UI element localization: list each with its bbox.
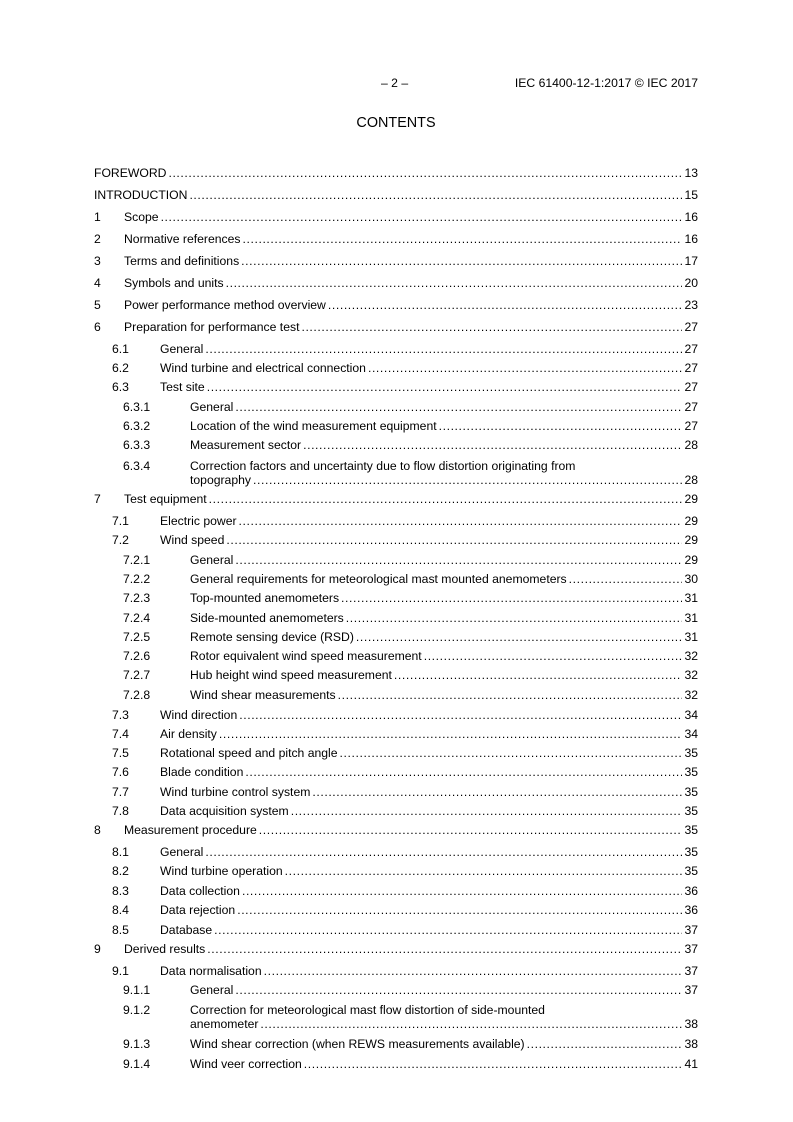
toc-entry-page: 37 [684, 923, 698, 937]
toc-entry-title: Wind shear correction (when REWS measurements available) [190, 1037, 525, 1051]
toc-entry-number: 9.1.1 [123, 983, 151, 997]
toc-entry[interactable] [94, 1037, 698, 1051]
toc-entry-title: Data rejection [160, 903, 236, 917]
toc-entry-number: 7.2 [112, 533, 129, 547]
toc-entry-page: 28 [684, 473, 698, 487]
toc-entry-page: 20 [684, 276, 698, 290]
toc-entry-title: General [160, 342, 204, 356]
toc-entry-title: Wind veer correction [190, 1057, 302, 1071]
toc-entry-page: 35 [684, 845, 698, 859]
toc-entry[interactable] [94, 188, 698, 202]
toc-entry-page: 29 [684, 492, 698, 506]
dot-leader [235, 553, 682, 567]
toc-entry-title: Measurement sector [190, 438, 302, 452]
toc-entry-title: Power performance method overview [124, 298, 326, 312]
toc-entry-page: 36 [684, 884, 698, 898]
toc-entry-title: Derived results [124, 942, 206, 956]
dot-leader [189, 188, 682, 202]
toc-entry-page: 13 [684, 166, 698, 180]
toc-entry[interactable] [94, 923, 698, 937]
toc-entry-title: Data collection [160, 884, 240, 898]
dot-leader [242, 884, 682, 898]
dot-leader [226, 533, 682, 547]
toc-entry-title-line1: Correction factors and uncertainty due to flow distortion originating from [190, 459, 576, 473]
dot-leader [207, 380, 683, 394]
toc-entry-number: 6.3.3 [123, 438, 151, 452]
toc-entry[interactable] [94, 884, 698, 898]
toc-entry-number: 7.1 [112, 514, 129, 528]
toc-entry-title: Wind turbine and electrical connection [160, 361, 366, 375]
toc-entry-page: 27 [684, 320, 698, 334]
toc-entry-number: 7.7 [112, 785, 129, 799]
toc-entry-page: 27 [684, 400, 698, 414]
toc-entry-page: 16 [684, 210, 698, 224]
toc-entry-title: Location of the wind measurement equipment [190, 419, 437, 433]
toc-entry-title: General [190, 400, 234, 414]
dot-leader [303, 438, 682, 452]
page-number: – 2 – [381, 76, 409, 90]
toc-entry[interactable] [94, 804, 698, 818]
toc-entry[interactable] [94, 492, 698, 506]
toc-entry-title: FOREWORD [94, 166, 167, 180]
toc-entry-title: Measurement procedure [124, 823, 257, 837]
toc-entry-title: Hub height wind speed measurement [190, 668, 392, 682]
toc-entry-page: 38 [684, 1037, 698, 1051]
toc-entry-page: 27 [684, 380, 698, 394]
toc-entry-title: Air density [160, 727, 217, 741]
dot-leader [243, 232, 683, 246]
toc-entry-page: 35 [684, 785, 698, 799]
toc-entry-number: 9 [94, 942, 101, 956]
dot-leader [168, 166, 682, 180]
dot-leader [341, 591, 682, 605]
toc-entry-page: 35 [684, 765, 698, 779]
dot-leader [338, 688, 683, 702]
dot-leader [235, 400, 682, 414]
toc-entry-page: 27 [684, 419, 698, 433]
dot-leader [328, 298, 683, 312]
toc-entry[interactable] [94, 845, 698, 859]
toc-entry-page: 36 [684, 903, 698, 917]
toc-entry-title: topography [190, 473, 251, 487]
toc-entry-number: 9.1.4 [123, 1057, 151, 1071]
toc-entry-number: 8.4 [112, 903, 129, 917]
dot-leader [301, 320, 682, 334]
toc-entry-number: 8 [94, 823, 101, 837]
toc-entry-page: 32 [684, 668, 698, 682]
toc-entry[interactable] [94, 1003, 698, 1031]
dot-leader [239, 708, 682, 722]
dot-leader [340, 746, 683, 760]
toc-entry-number: 7.2.5 [123, 630, 151, 644]
toc-entry-number: 9.1 [112, 964, 129, 978]
toc-entry-page: 35 [684, 823, 698, 837]
toc-entry-title: Side-mounted anemometers [190, 611, 344, 625]
dot-leader [226, 276, 683, 290]
toc-entry-title: Preparation for performance test [124, 320, 300, 334]
toc-entry-title: Wind turbine control system [160, 785, 311, 799]
toc-entry[interactable] [94, 649, 698, 663]
toc-entry[interactable] [94, 591, 698, 605]
toc-entry-page: 29 [684, 514, 698, 528]
dot-leader [356, 630, 683, 644]
toc-entry-number: 8.3 [112, 884, 129, 898]
toc-entry-page: 28 [684, 438, 698, 452]
toc-entry-page: 37 [684, 983, 698, 997]
toc-entry-page: 30 [684, 572, 698, 586]
toc-entry[interactable] [94, 942, 698, 956]
toc-entry-number: 7.2.1 [123, 553, 151, 567]
toc-entry-number: 9.1.3 [123, 1037, 151, 1051]
toc-entry-page: 35 [684, 746, 698, 760]
toc-entry[interactable] [94, 166, 698, 180]
dot-leader [245, 765, 682, 779]
toc-entry-number: 7.2.7 [123, 668, 151, 682]
toc-entry[interactable] [94, 459, 698, 487]
toc-entry[interactable] [94, 210, 698, 224]
toc-entry-title: Top-mounted anemometers [190, 591, 340, 605]
toc-entry-number: 7.3 [112, 708, 129, 722]
toc-entry-number: 7.5 [112, 746, 129, 760]
dot-leader [264, 964, 683, 978]
toc-entry-number: 8.2 [112, 864, 129, 878]
toc-entry-page: 16 [684, 232, 698, 246]
toc-entry-title: anemometer [190, 1017, 259, 1031]
toc-entry-number: 6.3.4 [123, 459, 151, 473]
toc-entry-page: 31 [684, 591, 698, 605]
toc-entry-page: 23 [684, 298, 698, 312]
dot-leader [219, 727, 683, 741]
toc-entry-number: 3 [94, 254, 101, 268]
dot-leader [424, 649, 683, 663]
toc-entry[interactable] [94, 320, 698, 334]
toc-entry[interactable] [94, 1057, 698, 1071]
toc-entry-page: 27 [684, 342, 698, 356]
toc-entry-title: Wind speed [160, 533, 225, 547]
dot-leader [241, 254, 682, 268]
toc-entry-title: Terms and definitions [124, 254, 240, 268]
toc-entry-page: 41 [684, 1057, 698, 1071]
toc-entry-number: 6.3.1 [123, 400, 151, 414]
toc-entry-number: 7.2.2 [123, 572, 151, 586]
toc-entry[interactable] [94, 232, 698, 246]
dot-leader [259, 823, 683, 837]
toc-entry[interactable] [94, 361, 698, 375]
toc-entry-title: Rotor equivalent wind speed measurement [190, 649, 422, 663]
toc-entry-number: 6 [94, 320, 101, 334]
toc-entry-title-line1: Correction for meteorological mast flow distortion of side-mounted [190, 1003, 545, 1017]
toc-entry-number: 8.5 [112, 923, 129, 937]
page-header [94, 76, 698, 92]
toc-entry-number: 6.2 [112, 361, 129, 375]
dot-leader [239, 514, 683, 528]
toc-entry-title: General [190, 983, 234, 997]
toc-entry-page: 37 [684, 942, 698, 956]
toc-entry-page: 27 [684, 361, 698, 375]
toc-entry-title: Data acquisition system [160, 804, 289, 818]
toc-entry-title: Data normalisation [160, 964, 262, 978]
toc-entry[interactable] [94, 533, 698, 547]
dot-leader [205, 845, 682, 859]
toc-entry-title: General requirements for meteorological mast mounted anemometers [190, 572, 567, 586]
toc-entry-title: Database [160, 923, 213, 937]
toc-entry-number: 7.2.4 [123, 611, 151, 625]
toc-entry-title: Test equipment [124, 492, 207, 506]
toc-entry-page: 32 [684, 649, 698, 663]
toc-entry-number: 7.8 [112, 804, 129, 818]
dot-leader [161, 210, 683, 224]
toc-entry-page: 29 [684, 533, 698, 547]
toc-entry[interactable] [94, 342, 698, 356]
document-identifier: IEC 61400-12-1:2017 © IEC 2017 [514, 76, 698, 90]
toc-entry-title: General [190, 553, 234, 567]
toc-entry-number: 8.1 [112, 845, 129, 859]
toc-entry-number: 4 [94, 276, 101, 290]
toc-entry[interactable] [94, 438, 698, 452]
toc-entry-title: Electric power [160, 514, 237, 528]
toc-entry-number: 7 [94, 492, 101, 506]
toc-entry-number: 5 [94, 298, 101, 312]
toc-entry-title: Symbols and units [124, 276, 224, 290]
toc-entry-number: 7.4 [112, 727, 129, 741]
toc-entry-title: Wind shear measurements [190, 688, 336, 702]
toc-entry[interactable] [94, 400, 698, 414]
dot-leader [209, 492, 683, 506]
toc-entry-title: Remote sensing device (RSD) [190, 630, 354, 644]
toc-entry-page: 35 [684, 804, 698, 818]
dot-leader [285, 864, 683, 878]
toc-entry-number: 9.1.2 [123, 1003, 151, 1017]
toc-entry-number: 7.6 [112, 765, 129, 779]
toc-entry-title: Scope [124, 210, 159, 224]
toc-entry[interactable] [94, 708, 698, 722]
toc-entry-title: Test site [160, 380, 205, 394]
toc-entry-page: 31 [684, 630, 698, 644]
toc-entry[interactable] [94, 823, 698, 837]
toc-entry[interactable] [94, 746, 698, 760]
toc-entry[interactable] [94, 572, 698, 586]
toc-entry-page: 31 [684, 611, 698, 625]
toc-entry-page: 17 [684, 254, 698, 268]
dot-leader [260, 1017, 682, 1031]
toc-entry[interactable] [94, 727, 698, 741]
toc-entry-number: 7.2.8 [123, 688, 151, 702]
toc-entry[interactable] [94, 380, 698, 394]
dot-leader [291, 804, 683, 818]
toc-entry-title: INTRODUCTION [94, 188, 188, 202]
toc-entry-page: 29 [684, 553, 698, 567]
toc-entry[interactable] [94, 514, 698, 528]
toc-entry[interactable] [94, 765, 698, 779]
dot-leader [253, 473, 682, 487]
dot-leader [214, 923, 682, 937]
toc-entry[interactable] [94, 864, 698, 878]
toc-entry-page: 34 [684, 708, 698, 722]
toc-entry-number: 2 [94, 232, 101, 246]
toc-entry-page: 15 [684, 188, 698, 202]
dot-leader [569, 572, 683, 586]
toc-entry[interactable] [94, 419, 698, 433]
dot-leader [237, 903, 682, 917]
dot-leader [207, 942, 682, 956]
toc-entry-page: 35 [684, 864, 698, 878]
toc-entry-title: General [160, 845, 204, 859]
toc-entry-number: 6.3 [112, 380, 129, 394]
dot-leader [304, 1057, 683, 1071]
toc-entry[interactable] [94, 630, 698, 644]
toc-entry-page: 38 [684, 1017, 698, 1031]
toc-entry[interactable] [94, 276, 698, 290]
dot-leader [394, 668, 683, 682]
contents-title: CONTENTS [356, 115, 436, 131]
dot-leader [368, 361, 682, 375]
toc-entry-number: 6.1 [112, 342, 129, 356]
toc-entry-number: 1 [94, 210, 101, 224]
toc-entry-title: Normative references [124, 232, 241, 246]
toc-entry[interactable] [94, 964, 698, 978]
toc-entry-number: 6.3.2 [123, 419, 151, 433]
dot-leader [346, 611, 683, 625]
toc-entry-page: 34 [684, 727, 698, 741]
toc-entry-number: 7.2.3 [123, 591, 151, 605]
dot-leader [312, 785, 682, 799]
toc-entry-title: Wind turbine operation [160, 864, 283, 878]
dot-leader [527, 1037, 683, 1051]
toc-entry[interactable] [94, 785, 698, 799]
toc-entry-title: Rotational speed and pitch angle [160, 746, 338, 760]
toc-entry-number: 7.2.6 [123, 649, 151, 663]
toc-entry[interactable] [94, 298, 698, 312]
dot-leader [439, 419, 683, 433]
toc-entry-title: Wind direction [160, 708, 238, 722]
toc-entry[interactable] [94, 983, 698, 997]
dot-leader [205, 342, 682, 356]
toc-entry-page: 37 [684, 964, 698, 978]
dot-leader [235, 983, 682, 997]
toc-entry[interactable] [94, 688, 698, 702]
toc-entry[interactable] [94, 254, 698, 268]
toc-entry[interactable] [94, 903, 698, 917]
toc-entry-title: Blade condition [160, 765, 244, 779]
toc-entry[interactable] [94, 668, 698, 682]
toc-entry[interactable] [94, 611, 698, 625]
toc-entry-page: 32 [684, 688, 698, 702]
toc-entry[interactable] [94, 553, 698, 567]
